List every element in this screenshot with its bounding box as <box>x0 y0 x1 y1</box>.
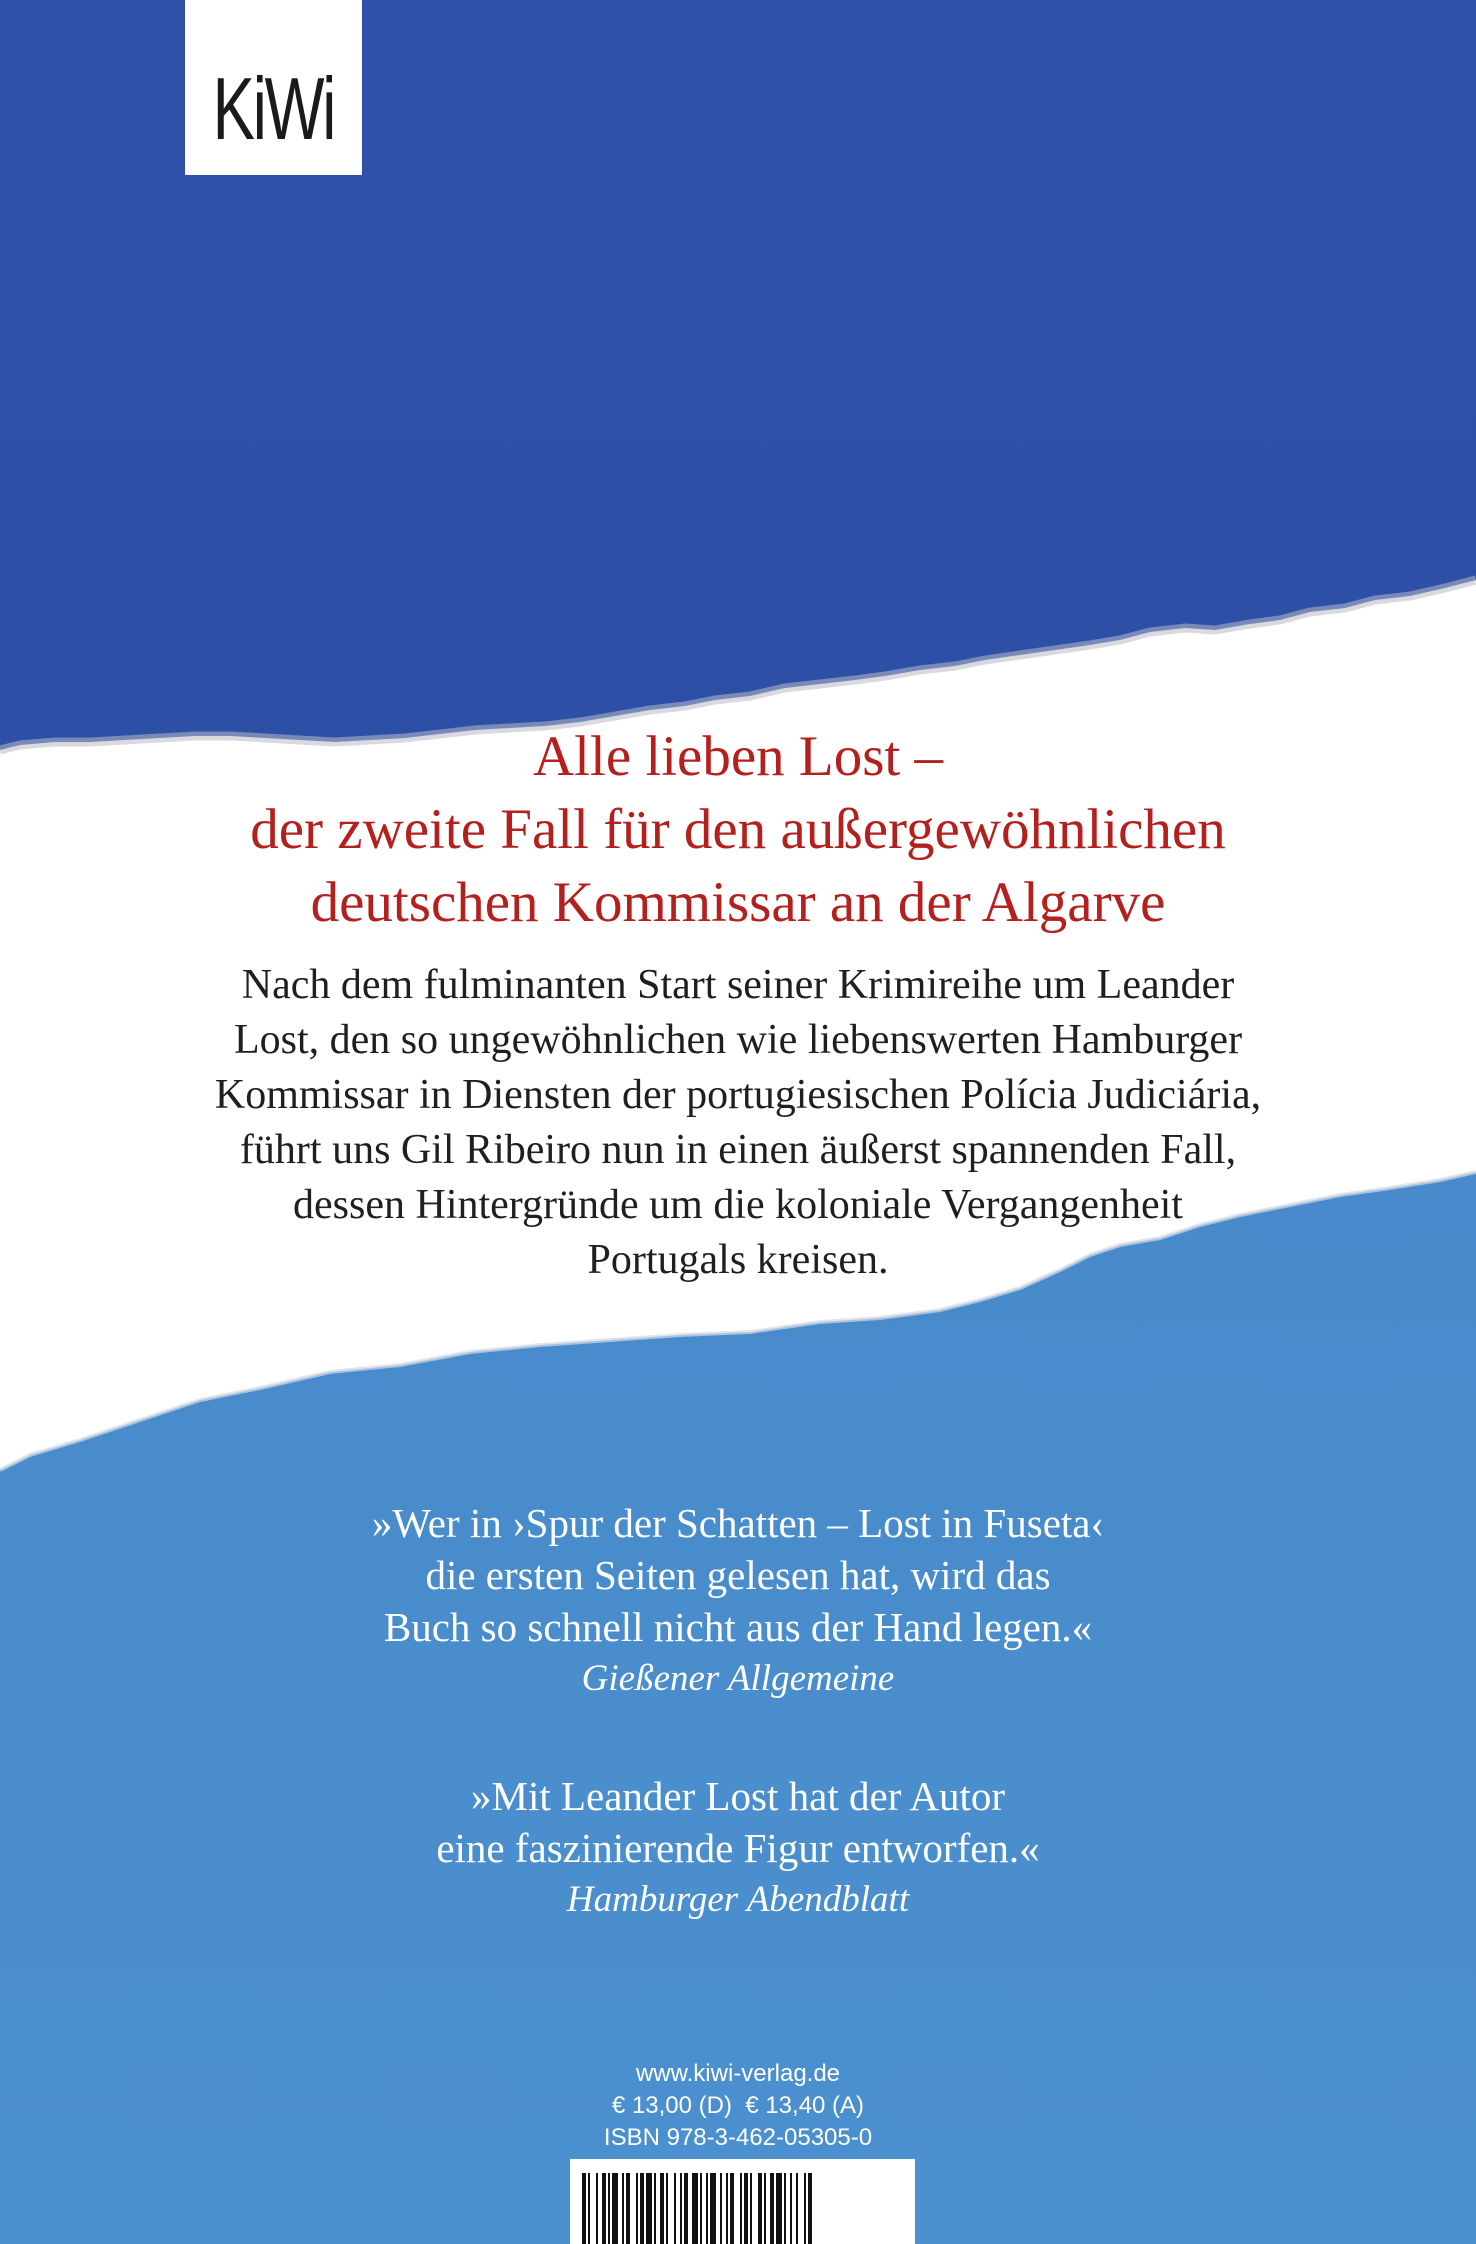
quote-source: Gießener Allgemeine <box>581 1658 895 1699</box>
barcode-bar <box>808 2173 812 2244</box>
barcode-bar <box>654 2173 656 2244</box>
barcode-bar <box>740 2173 742 2244</box>
barcode-bar <box>608 2173 610 2244</box>
barcode-bar <box>730 2173 734 2244</box>
logo-text: KiWi <box>212 59 335 158</box>
barcode-bar <box>660 2173 664 2244</box>
blurb-line: Lost, den so ungewöhnlichen wie liebenswerten Hamburger <box>233 1017 1243 1063</box>
barcode-bar <box>692 2173 698 2244</box>
barcode-bar <box>626 2173 630 2244</box>
quote-line: die ersten Seiten gelesen hat, wird das <box>425 1552 1051 1598</box>
blurb-line: Nach dem fulminanten Start seiner Krimireihe um Leander <box>241 962 1235 1008</box>
headline-line: Alle lieben Lost – <box>533 725 943 788</box>
barcode-bar <box>758 2173 762 2244</box>
blurb-line: Portugals kreisen. <box>587 1237 889 1283</box>
barcode-bar <box>612 2173 618 2244</box>
barcode-bar <box>636 2173 638 2244</box>
publisher-info <box>0 2058 1476 2154</box>
barcode-bar <box>784 2173 786 2244</box>
barcode-bar <box>674 2173 676 2244</box>
quote-line: eine faszinierende Figur entworfen.« <box>436 1825 1040 1871</box>
barcode-bar <box>680 2173 682 2244</box>
barcode-bar <box>790 2173 792 2244</box>
barcode-bar <box>588 2173 590 2244</box>
barcode-bar <box>804 2173 806 2244</box>
barcode-bar <box>596 2173 598 2244</box>
barcode-bar <box>726 2173 728 2244</box>
quote-line: »Wer in ›Spur der Schatten – Lost in Fuseta‹ <box>371 1500 1105 1546</box>
headline <box>0 720 1476 939</box>
barcode-bars <box>582 2173 902 2244</box>
blurb-line: Kommissar in Diensten der portugiesischen Polícia Judiciária, <box>214 1072 1262 1118</box>
headline-line: deutschen Kommissar an der Algarve <box>310 871 1166 934</box>
review-quote <box>0 1770 1476 1926</box>
barcode-bar <box>640 2173 644 2244</box>
blurb-text <box>0 958 1476 1288</box>
barcode-bar <box>720 2173 722 2244</box>
barcode-bar <box>700 2173 702 2244</box>
kiwi-logo <box>185 0 362 175</box>
barcode-bar <box>770 2173 774 2244</box>
barcode-bar <box>622 2173 624 2244</box>
quote-line: »Mit Leander Lost hat der Autor <box>470 1773 1005 1819</box>
website-url: www.kiwi-verlag.de <box>635 2060 841 2087</box>
barcode-bar <box>750 2173 752 2244</box>
barcode-bar <box>666 2173 668 2244</box>
headline-line: der zweite Fall für den außergewöhnlichen <box>250 798 1226 861</box>
review-quote <box>0 1497 1476 1705</box>
blurb-line: führt uns Gil Ribeiro nun in einen äußerst spannenden Fall, <box>239 1127 1237 1173</box>
barcode-bar <box>710 2173 716 2244</box>
barcode-bar <box>582 2173 586 2244</box>
barcode-bar <box>706 2173 708 2244</box>
barcode-bar <box>744 2173 748 2244</box>
quote-source: Hamburger Abendblatt <box>566 1879 910 1920</box>
barcode-bar <box>646 2173 652 2244</box>
isbn-text: ISBN 978-3-462-05305-0 <box>603 2124 873 2151</box>
barcode-bar <box>776 2173 782 2244</box>
barcode-bar <box>796 2173 798 2244</box>
price-text: € 13,00 (D) € 13,40 (A) <box>611 2092 865 2119</box>
barcode <box>570 2159 915 2244</box>
quote-line: Buch so schnell nicht aus der Hand legen.« <box>383 1604 1093 1650</box>
blurb-line: dessen Hintergründe um die koloniale Vergangenheit <box>293 1182 1183 1228</box>
barcode-bar <box>602 2173 606 2244</box>
barcode-bar <box>684 2173 688 2244</box>
barcode-bar <box>764 2173 766 2244</box>
